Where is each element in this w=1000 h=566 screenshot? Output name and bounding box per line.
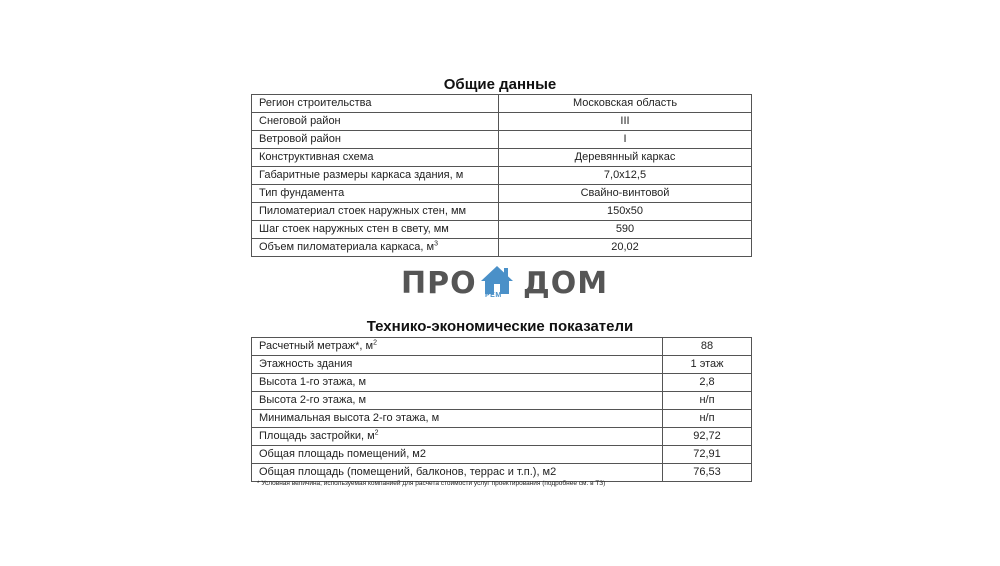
row-label: Этажность здания <box>252 356 663 374</box>
row-label: Пиломатериал стоек наружных стен, мм <box>252 203 499 221</box>
row-value: 2,8 <box>663 374 752 392</box>
row-value: I <box>499 131 752 149</box>
row-label: Конструктивная схема <box>252 149 499 167</box>
row-value: 590 <box>499 221 752 239</box>
table-row <box>252 374 752 392</box>
unit-exponent: 2 <box>374 429 379 437</box>
row-value: Московская область <box>499 95 752 113</box>
table-row <box>252 464 752 482</box>
table-row <box>252 446 752 464</box>
row-label: Расчетный метраж*, м <box>259 340 374 352</box>
table-row <box>252 131 752 149</box>
table-row <box>252 95 752 113</box>
general-data-title: Общие данные <box>443 76 557 93</box>
row-label-with-unit <box>252 428 663 446</box>
table-row <box>252 392 752 410</box>
table-row <box>252 410 752 428</box>
row-value: 1 этаж <box>663 356 752 374</box>
row-label-with-unit <box>252 338 663 356</box>
table-row <box>252 203 752 221</box>
table-row <box>252 428 752 446</box>
tech-indicators-table <box>251 337 752 482</box>
row-label: Высота 1-го этажа, м <box>252 374 663 392</box>
row-value: 88 <box>663 338 752 356</box>
row-label: Габаритные размеры каркаса здания, м <box>252 167 499 185</box>
row-value: н/п <box>663 410 752 428</box>
row-label: Объем пиломатериала каркаса, м <box>259 241 435 253</box>
footnote: * Условная величина, используемая компанией для расчета стоимости услуг проектирования (подробнее см. в ТЗ) <box>257 480 606 487</box>
row-value: Деревянный каркас <box>499 149 752 167</box>
row-value: Свайно-винтовой <box>499 185 752 203</box>
row-value: н/п <box>663 392 752 410</box>
row-value: 72,91 <box>663 446 752 464</box>
row-value: 20,02 <box>499 239 752 257</box>
row-label: Снеговой район <box>252 113 499 131</box>
row-label-with-unit <box>252 239 499 257</box>
row-value: 76,53 <box>663 464 752 482</box>
table-row <box>252 239 752 257</box>
row-label: Высота 2-го этажа, м <box>252 392 663 410</box>
row-value: 7,0х12,5 <box>499 167 752 185</box>
row-label: Минимальная высота 2-го этажа, м <box>252 410 663 428</box>
company-logo <box>401 264 609 304</box>
row-value: III <box>499 113 752 131</box>
table-row <box>252 356 752 374</box>
logo-subtext: РЕМ <box>485 292 502 299</box>
row-label: Регион строительства <box>252 95 499 113</box>
row-label: Ветровой район <box>252 131 499 149</box>
row-label: Шаг стоек наружных стен в свету, мм <box>252 221 499 239</box>
row-label: Общая площадь помещений, м2 <box>252 446 663 464</box>
row-label: Тип фундамента <box>252 185 499 203</box>
table-row <box>252 167 752 185</box>
table-row <box>252 113 752 131</box>
unit-exponent: 2 <box>373 339 377 347</box>
logo-text-right: ДОМ <box>523 266 609 301</box>
row-label: Общая площадь (помещений, балконов, террас и т.п.), м2 <box>252 464 663 482</box>
logo-text-left: ПРО <box>401 266 477 301</box>
table-row <box>252 185 752 203</box>
table-row <box>252 338 752 356</box>
table-row <box>252 149 752 167</box>
table-row <box>252 221 752 239</box>
unit-exponent: 3 <box>434 240 438 248</box>
row-value: 92,72 <box>663 428 752 446</box>
row-value: 150х50 <box>499 203 752 221</box>
tech-indicators-title: Технико-экономические показатели <box>366 318 634 335</box>
general-data-table <box>251 94 752 257</box>
row-label: Площадь застройки, м <box>259 430 375 442</box>
